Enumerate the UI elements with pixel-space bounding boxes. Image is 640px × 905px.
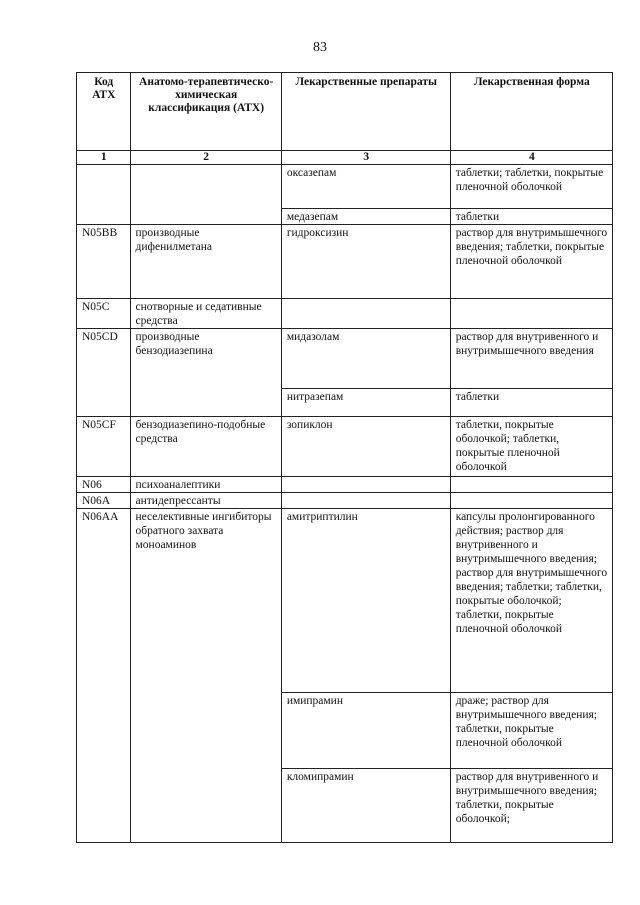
cell-code: N05C bbox=[77, 299, 131, 329]
cell-drug bbox=[281, 477, 450, 493]
cell-code bbox=[77, 165, 131, 209]
cell-code bbox=[77, 209, 131, 225]
cell-form: таблетки bbox=[450, 389, 612, 417]
cell-drug bbox=[281, 299, 450, 329]
table-row bbox=[77, 225, 613, 299]
table-row bbox=[77, 417, 613, 477]
cell-code bbox=[77, 769, 131, 843]
header-classification: Анатомо-терапевтическо-химическая классификация (АТХ) bbox=[130, 73, 281, 151]
cell-form: таблетки, покрытые оболочкой; таблетки, покрытые пленочной оболочкой bbox=[450, 417, 612, 477]
table-row bbox=[77, 477, 613, 493]
header-code: Код АТХ bbox=[77, 73, 131, 151]
cell-class: психоаналептики bbox=[130, 477, 281, 493]
header-form: Лекарственная форма bbox=[450, 73, 612, 151]
cell-form bbox=[450, 493, 612, 509]
column-number: 2 bbox=[130, 151, 281, 165]
table-row bbox=[77, 769, 613, 843]
cell-form: раствор для внутривенного и внутримышечного введения bbox=[450, 329, 612, 389]
cell-class: снотворные и седативные средства bbox=[130, 299, 281, 329]
table-row bbox=[77, 693, 613, 769]
table-row bbox=[77, 493, 613, 509]
cell-class bbox=[130, 693, 281, 769]
cell-code: N06A bbox=[77, 493, 131, 509]
cell-drug: имипрамин bbox=[281, 693, 450, 769]
cell-code: N05CF bbox=[77, 417, 131, 477]
cell-class: производные дифенилметана bbox=[130, 225, 281, 299]
cell-class: неселективные ингибиторы обратного захвата моноаминов bbox=[130, 509, 281, 693]
cell-drug: амитриптилин bbox=[281, 509, 450, 693]
header-row bbox=[77, 73, 613, 151]
cell-drug: мидазолам bbox=[281, 329, 450, 389]
cell-code: N05CD bbox=[77, 329, 131, 389]
cell-form bbox=[450, 477, 612, 493]
cell-drug: нитразепам bbox=[281, 389, 450, 417]
table-row bbox=[77, 165, 613, 209]
cell-code: N06AA bbox=[77, 509, 131, 693]
column-number: 3 bbox=[281, 151, 450, 165]
cell-class bbox=[130, 389, 281, 417]
cell-class: производные бензодиазепина bbox=[130, 329, 281, 389]
table-row bbox=[77, 389, 613, 417]
header-drugs: Лекарственные препараты bbox=[281, 73, 450, 151]
column-number: 4 bbox=[450, 151, 612, 165]
table-row bbox=[77, 209, 613, 225]
table-row bbox=[77, 509, 613, 693]
cell-drug: зопиклон bbox=[281, 417, 450, 477]
table-row bbox=[77, 299, 613, 329]
cell-form bbox=[450, 299, 612, 329]
cell-form: таблетки; таблетки, покрытые пленочной оболочкой bbox=[450, 165, 612, 209]
cell-form: таблетки bbox=[450, 209, 612, 225]
cell-class bbox=[130, 769, 281, 843]
table-row bbox=[77, 329, 613, 389]
cell-drug: оксазепам bbox=[281, 165, 450, 209]
cell-form: раствор для внутривенного и внутримышечного введения; таблетки, покрытые оболочкой; bbox=[450, 769, 612, 843]
column-number: 1 bbox=[77, 151, 131, 165]
cell-class: антидепрессанты bbox=[130, 493, 281, 509]
cell-form: драже; раствор для внутримышечного введения; таблетки, покрытые пленочной оболочкой bbox=[450, 693, 612, 769]
cell-code bbox=[77, 389, 131, 417]
cell-class bbox=[130, 165, 281, 209]
cell-drug: гидроксизин bbox=[281, 225, 450, 299]
cell-drug: медазепам bbox=[281, 209, 450, 225]
cell-class bbox=[130, 209, 281, 225]
page-number: 83 bbox=[313, 40, 327, 55]
atx-table bbox=[76, 72, 613, 843]
cell-code: N05BB bbox=[77, 225, 131, 299]
cell-drug bbox=[281, 493, 450, 509]
cell-form: раствор для внутримышечного введения; таблетки, покрытые пленочной оболочкой bbox=[450, 225, 612, 299]
cell-code bbox=[77, 693, 131, 769]
cell-class: бензодиазепино-подобные средства bbox=[130, 417, 281, 477]
cell-form: капсулы пролонгированного действия; раствор для внутривенного и внутримышечного введения; раствор для внутримышечного введения; таблетки; таблетки, покрытые оболочкой; таблетки, покрытые пленочной оболочкой bbox=[450, 509, 612, 693]
cell-drug: кломипрамин bbox=[281, 769, 450, 843]
column-number-row bbox=[77, 151, 613, 165]
cell-code: N06 bbox=[77, 477, 131, 493]
